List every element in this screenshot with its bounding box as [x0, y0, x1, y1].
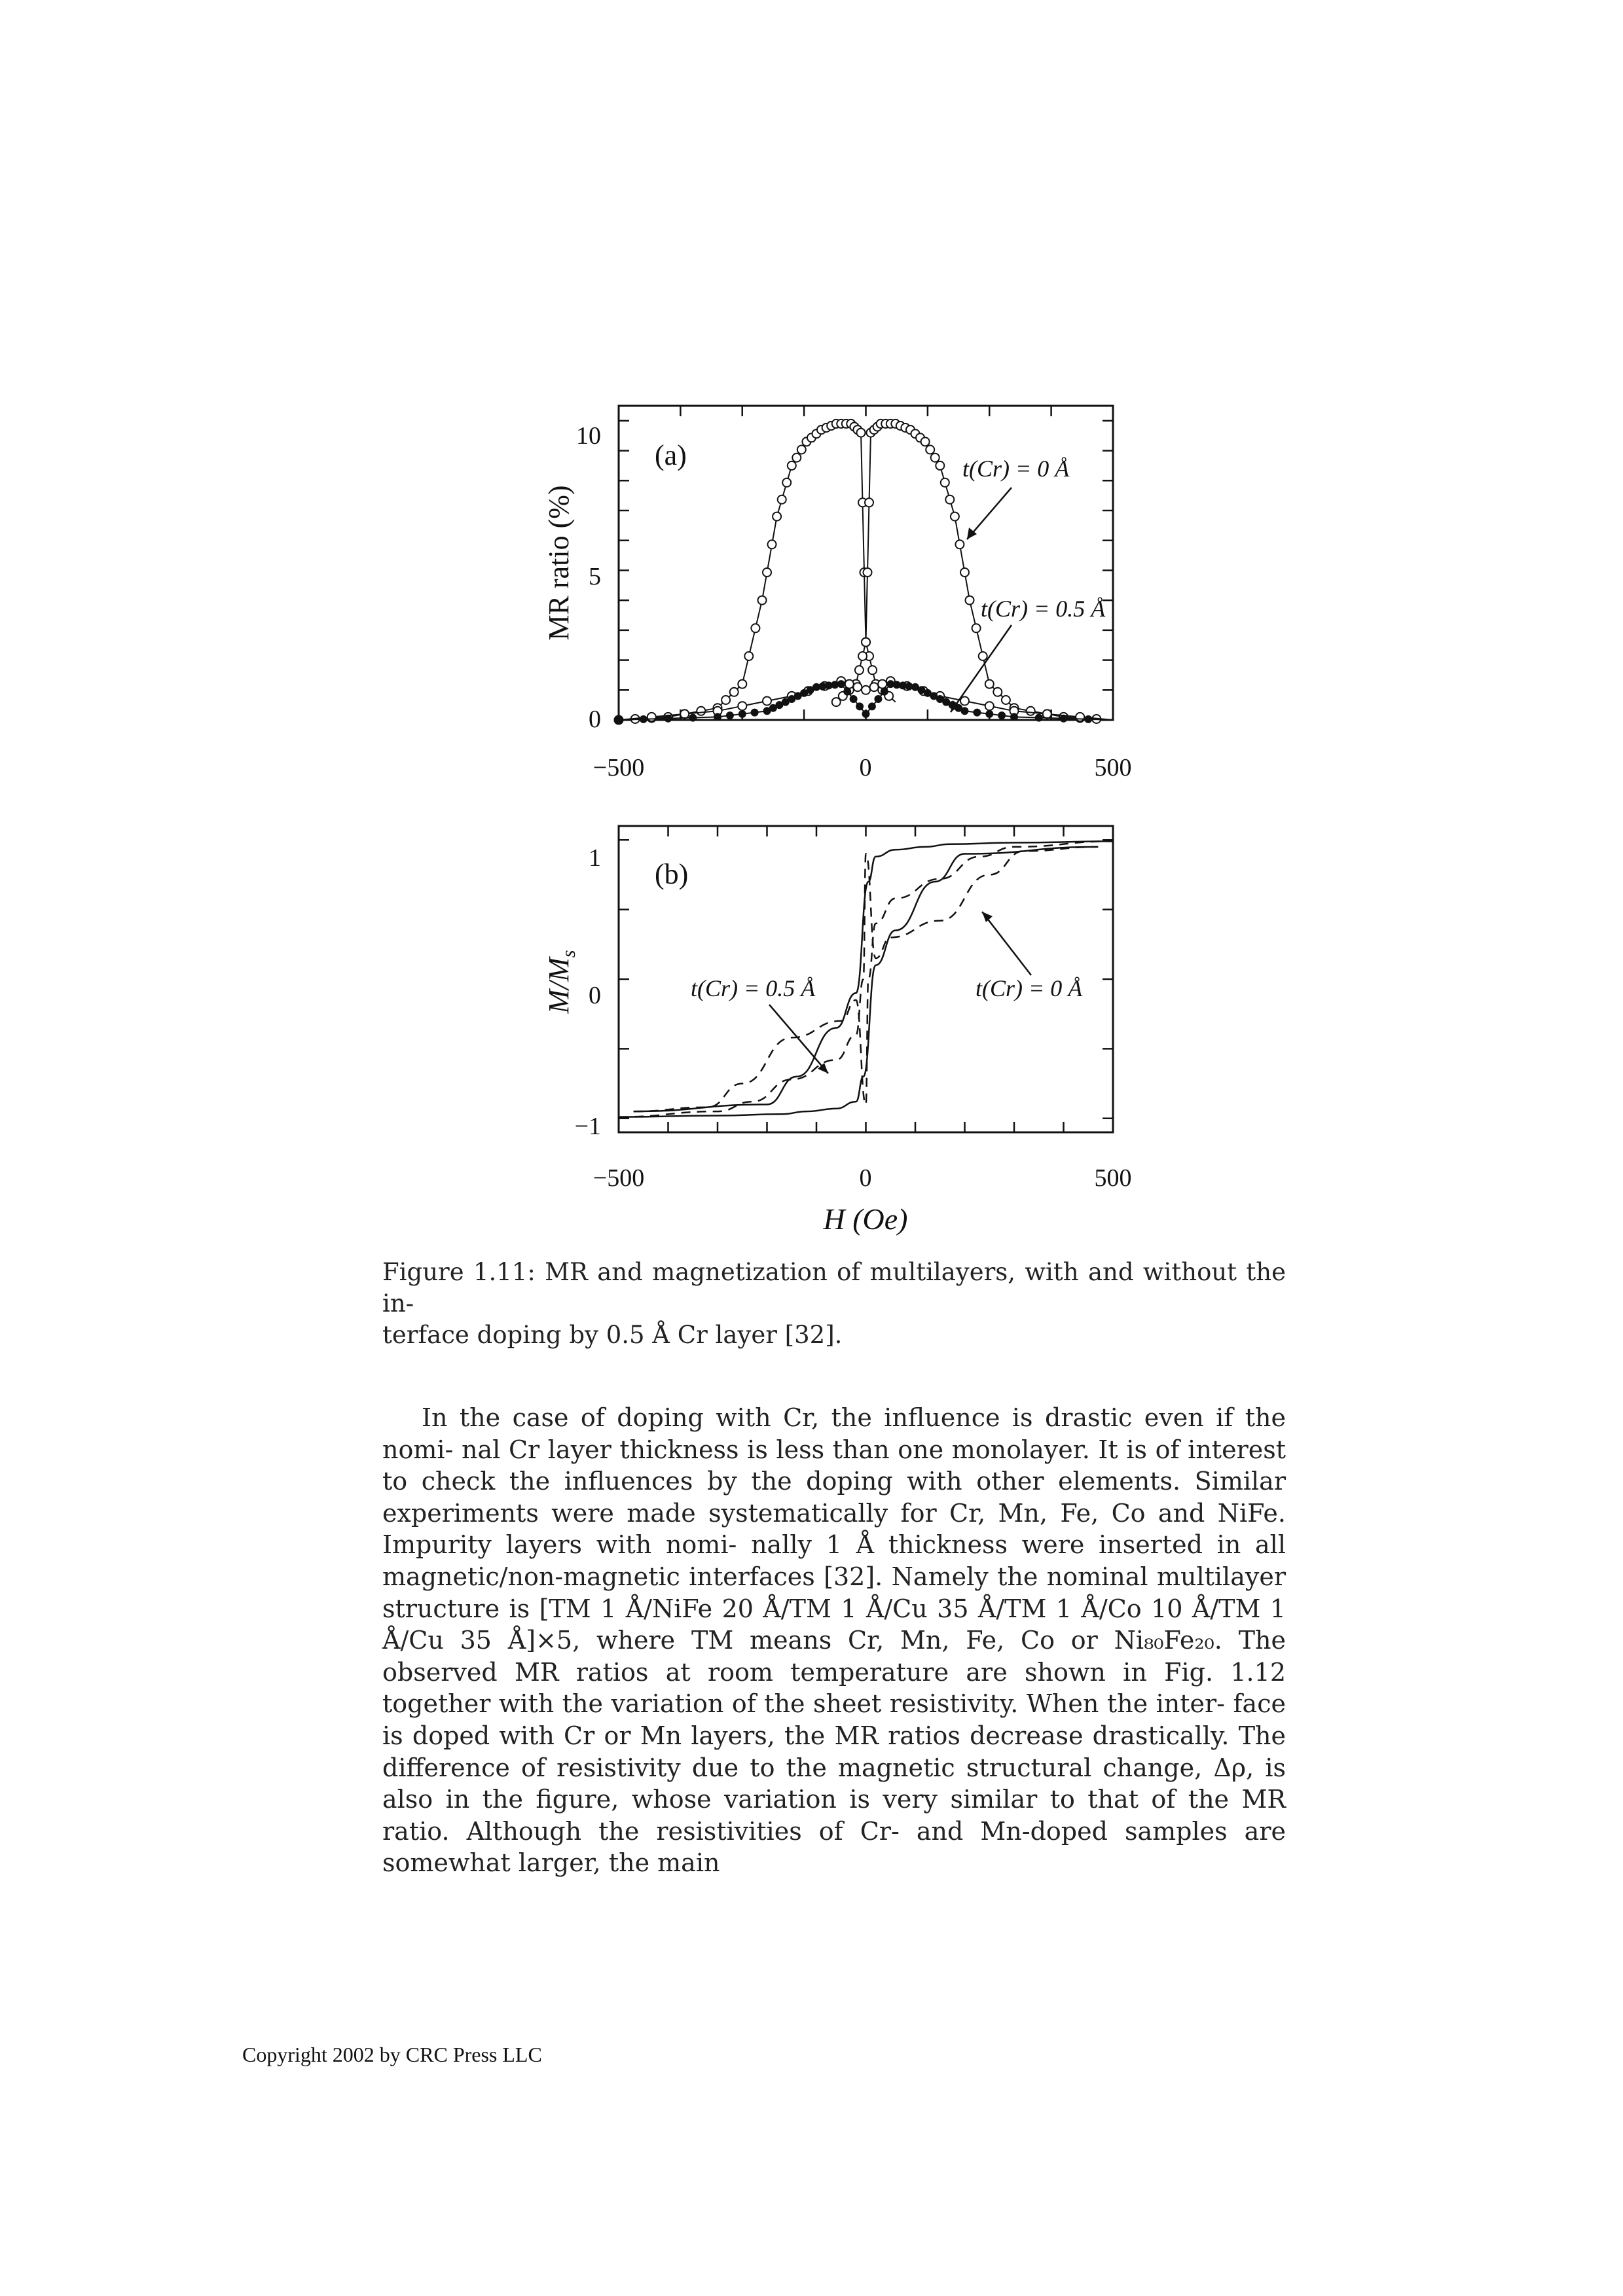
- panel-a: [543, 406, 1132, 781]
- a-series-point-1: [945, 495, 954, 504]
- a-series-point-0: [744, 652, 753, 660]
- a-series-point-3: [764, 708, 771, 714]
- a-series-point-3: [782, 699, 789, 706]
- a-series-point-3: [949, 702, 956, 708]
- panel-a-ticks: [619, 406, 1113, 720]
- b-annotation-05: t(Cr) = 0.5 Å: [691, 975, 816, 1001]
- a-series-point-3: [894, 681, 900, 688]
- b-arrow-05: [769, 1005, 828, 1073]
- body-line: difference of resistivity due to the magnetic structural change, Δρ, is also in: [382, 1753, 1286, 1814]
- a-series-point-3: [801, 690, 807, 696]
- a-series-point-2: [1043, 709, 1051, 718]
- a-series-point-3: [788, 696, 795, 702]
- a-series-point-2: [738, 702, 746, 710]
- a-series-point-3: [918, 687, 924, 693]
- a-series-point-2: [985, 702, 994, 710]
- a-series-point-2: [1076, 713, 1084, 721]
- a-series-point-3: [770, 705, 776, 711]
- a-series-point-1: [931, 454, 939, 462]
- a-series-point-3: [640, 716, 647, 723]
- b-ylabel-sub: s: [558, 950, 579, 958]
- a-series-point-0: [751, 624, 759, 632]
- a-series-point-3: [1085, 716, 1091, 723]
- b-xtick-0: 0: [859, 1164, 872, 1192]
- a-series-point-0: [868, 666, 877, 674]
- b-xtick-500: 500: [1094, 1164, 1132, 1192]
- a-xtick-500: 500: [1094, 754, 1132, 781]
- body-line: Fig. 1.12 together with the variation of the sheet resistivity. When the inter-: [382, 1657, 1286, 1719]
- body-line: nally 1 Å thickness were inserted in all magnetic/non-magnetic interfaces [32].: [382, 1530, 1286, 1591]
- a-series-point-3: [752, 709, 758, 716]
- a-series-point-1: [1002, 696, 1010, 704]
- a-series-point-3: [714, 713, 721, 720]
- b-ylabel: [543, 950, 579, 1014]
- a-series-point-0: [788, 461, 796, 470]
- a-ytick-5: 5: [589, 563, 601, 590]
- a-series-point-0: [797, 446, 806, 454]
- a-series-point-3: [986, 711, 993, 717]
- a-series-point-0: [773, 512, 781, 521]
- a-series-point-0: [738, 680, 746, 689]
- a-series-point-1: [855, 666, 864, 674]
- a-series-point-0: [792, 454, 801, 462]
- a-series-point-3: [863, 711, 869, 717]
- a-series-point-1: [921, 437, 930, 446]
- a-series-point-1: [936, 461, 944, 470]
- b-ylabel-main: M/M: [543, 958, 575, 1014]
- a-series-point-1: [979, 652, 987, 660]
- a-series-point-3: [813, 684, 820, 691]
- b-ytick-neg1: −1: [574, 1113, 601, 1140]
- body-line: made systematically for Cr, Mn, Fe, Co and NiFe. Impurity layers with nomi-: [382, 1498, 1286, 1560]
- a-series-point-1: [985, 680, 994, 689]
- panel-a-frame: [619, 406, 1113, 720]
- a-series-point-0: [697, 707, 705, 715]
- a-series-point-3: [955, 705, 962, 711]
- body-line: face is doped with Cr or Mn layers, the MR ratios decrease drastically. The: [382, 1689, 1286, 1750]
- a-series-point-3: [850, 696, 857, 702]
- a-series-point-3: [819, 683, 826, 690]
- a-series-point-1: [1027, 707, 1035, 715]
- a-series-point-2: [845, 680, 854, 689]
- a-series-point-0: [778, 495, 786, 504]
- a-ytick-0: 0: [589, 706, 601, 733]
- a-series-point-0: [763, 568, 771, 577]
- a-series-point-1: [926, 446, 934, 454]
- b-ytick-1: 1: [589, 844, 601, 872]
- a-series-point-3: [1011, 713, 1017, 720]
- a-series-point-3: [887, 681, 894, 687]
- a-xtick-0: 0: [859, 754, 872, 781]
- a-series-point-3: [900, 682, 906, 689]
- a-series-point-0: [857, 429, 866, 437]
- a-series-point-2: [862, 686, 870, 694]
- a-series-point-2: [763, 697, 771, 706]
- b-xlabel: H (Oe): [823, 1202, 908, 1236]
- a-series-point-3: [937, 696, 943, 702]
- a-series-point-1: [960, 568, 969, 577]
- a-series-point-2: [878, 680, 886, 689]
- b-arrow-0: [982, 912, 1031, 975]
- a-series-point-3: [826, 682, 832, 689]
- a-series-point-3: [615, 717, 622, 723]
- body-line: the influences by the doping with other elements. Similar experiments were: [382, 1467, 1286, 1528]
- a-series-point-1: [955, 540, 964, 548]
- a-series-point-2: [647, 713, 656, 721]
- a-series-point-3: [906, 683, 913, 690]
- a-series-point-3: [1061, 715, 1067, 722]
- a-series-point-3: [831, 681, 838, 688]
- body-line: the resistivities of Cr- and Mn-doped samples are somewhat larger, the main: [382, 1816, 1286, 1878]
- a-series-point-1: [862, 638, 870, 647]
- b-panel-label: (b): [655, 858, 689, 890]
- a-series-point-1: [864, 568, 872, 577]
- a-xtick-neg500: −500: [593, 754, 645, 781]
- a-series-point-3: [974, 709, 980, 716]
- a-series-point-3: [856, 703, 863, 709]
- a-series-point-3: [807, 687, 814, 693]
- b-ytick-0: 0: [589, 982, 601, 1009]
- a-series-point-3: [727, 712, 733, 719]
- b-arrowhead-05: [818, 1063, 828, 1073]
- body-line: the figure, whose variation is very similar to that of the MR ratio. Although: [382, 1785, 1286, 1846]
- body-line: In the case of doping with Cr, the influence is drastic even if the nomi-: [382, 1403, 1286, 1464]
- body-line: 35 Å/TM 1 Å/Co 10 Å/TM 1 Å/Cu 35 Å]×5, where TM means Cr, Mn, Fe,: [382, 1594, 1286, 1655]
- a-series-point-1: [972, 624, 981, 632]
- a-series-point-3: [665, 715, 672, 722]
- a-series-point-3: [962, 708, 968, 714]
- a-series-point-1: [966, 596, 974, 605]
- a-series-point-2: [853, 683, 862, 691]
- b-annotation-0: t(Cr) = 0 Å: [976, 975, 1083, 1001]
- a-ylabel: MR ratio (%): [543, 485, 575, 641]
- a-panel-label: (a): [655, 439, 687, 471]
- a-series-point-1: [865, 498, 873, 507]
- a-series-point-0: [782, 478, 791, 487]
- caption-line: terface doping by 0.5 Å Cr layer [32].: [382, 1321, 843, 1349]
- a-series-point-3: [838, 681, 845, 687]
- figure-caption: [382, 1257, 1286, 1351]
- body-paragraph: [382, 1402, 1286, 1879]
- caption-line: Figure 1.11: MR and magnetization of multilayers, with and without the in-: [382, 1258, 1286, 1318]
- a-series-point-3: [869, 703, 875, 709]
- a-annotation-05: t(Cr) = 0.5 Å: [981, 596, 1106, 622]
- a-series-point-2: [680, 709, 689, 718]
- a-series-point-3: [689, 715, 696, 721]
- b-arrowhead-0: [982, 912, 993, 922]
- body-line: Namely the nominal multilayer structure is [TM 1 Å/NiFe 20 Å/TM 1 Å/Cu: [382, 1562, 1286, 1623]
- a-series-point-0: [758, 596, 767, 605]
- a-series-point-0: [768, 540, 776, 548]
- a-series-point-3: [1036, 715, 1042, 721]
- a-series-point-1: [951, 512, 959, 521]
- a-series-point-0: [721, 696, 730, 704]
- a-series-point-1: [941, 478, 949, 487]
- body-line: nal Cr layer thickness is less than one monolayer. It is of interest to check: [382, 1435, 1286, 1496]
- a-series-point-1: [858, 652, 867, 660]
- b-xtick-neg500: −500: [593, 1164, 645, 1192]
- copyright-footer: Copyright 2002 by CRC Press LLC: [242, 2043, 542, 2066]
- a-series-point-3: [998, 712, 1005, 719]
- a-ytick-10: 10: [576, 422, 601, 450]
- a-series-point-2: [870, 683, 879, 691]
- a-series-point-1: [993, 688, 1002, 696]
- a-series-point-3: [930, 692, 937, 699]
- a-series-point-3: [881, 689, 888, 695]
- svg-text:M/Ms: [543, 950, 579, 1014]
- a-series-point-3: [912, 684, 919, 691]
- a-series-point-2: [960, 697, 969, 706]
- a-annotation-0: t(Cr) = 0 Å: [962, 456, 1070, 482]
- panel-b: [543, 826, 1132, 1236]
- body-line: Co or Ni₈₀Fe₂₀. The observed MR ratios at room temperature are shown in: [382, 1626, 1286, 1687]
- a-series-point-3: [875, 696, 881, 702]
- a-series-point-0: [730, 688, 739, 696]
- a-series-point-3: [739, 711, 746, 717]
- a-series-point-3: [844, 689, 850, 695]
